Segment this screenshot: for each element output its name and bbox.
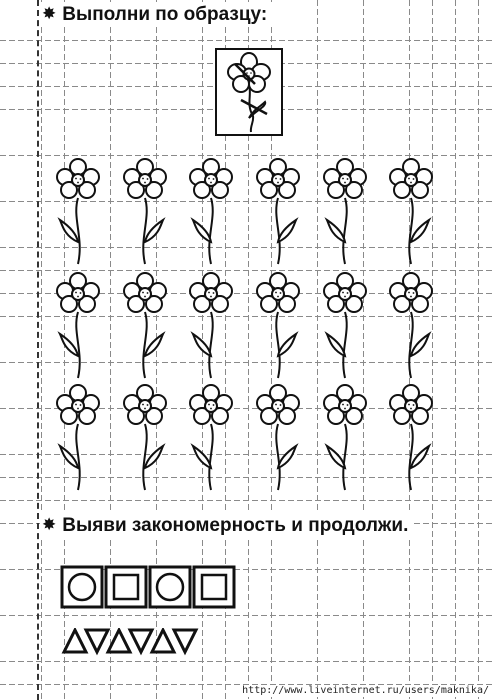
flower-icon [323,272,367,387]
task-2-title-text: Выяви закономерность и продолжи. [62,515,409,536]
task-2-title [40,513,414,538]
flower-grid [0,150,495,480]
flower-icon [323,158,367,273]
flower-icon [189,272,233,387]
triangle-down-icon [174,630,196,652]
flower-icon [389,272,433,387]
flower-icon [256,272,300,387]
inner-circle-icon [157,574,183,600]
flower-icon [56,272,100,387]
star-icon: ✸ [42,515,57,534]
triangle-down-icon [130,630,152,652]
flower-icon [189,384,233,499]
flower-icon [56,384,100,499]
star-icon: ✸ [42,4,57,23]
sample-frame [215,48,283,136]
inner-square-icon [202,575,226,599]
task-1-title [40,2,273,27]
flower-icon [123,272,167,387]
task-1-title-text: Выполни по образцу: [62,4,268,25]
triangle-up-icon [64,630,86,652]
flower-icon [256,384,300,499]
footer-url: http://www.liveinternet.ru/users/maknika/ [242,685,489,696]
flower-icon [123,158,167,273]
triangle-up-icon [108,630,130,652]
flower-icon [389,384,433,499]
flower-icon [123,384,167,499]
inner-circle-icon [69,574,95,600]
triangle-up-icon [152,630,174,652]
flower-icon [189,158,233,273]
triangle-down-icon [86,630,108,652]
flower-icon [389,158,433,273]
sample-flower-icon [217,50,281,134]
shape-pattern-row-1 [60,565,240,611]
flower-icon [323,384,367,499]
inner-square-icon [114,575,138,599]
shape-pattern-row-2 [60,628,240,656]
flower-icon [56,158,100,273]
flower-icon [256,158,300,273]
